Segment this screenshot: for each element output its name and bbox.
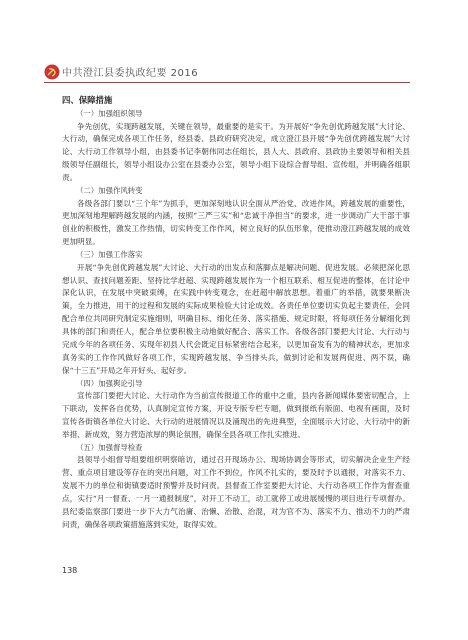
section-main-heading: 四、保障措施 (62, 95, 113, 105)
subsection-body-3: 开展“争先创优跨越发展”大讨论、大行动的出发点和落脚点是解决问题、促进发展。必须把深化思想认识、查找问题差距、坚持比学赶超、实现跨越发展作为一个相互联系、相互促进的整体，在讨论中深化认识，在发展中突破束缚，在实践中转变观念，在赶超中解放思想。着重广的举措，就要果断决策，全力推进，用干的过程和发展的实际成果检验大讨论成效。各责任单位要切实负起主要责任，会同配合单位共同研究制定实施细则，明确目标、细化任务、落实措施、规定时限，将每项任务分解细化到具体的部门和责任人，配合单位要积极主动地做好配合、落实工作。各级各部门要把大讨论、大行动与完成今年的各项任务、实现年初县人代会既定目标紧密结合起来，以更加奋发有为的精神状态，更加求真务实的工作作风做好各项工作，实现跨越发展、争当排头兵，做到讨论和发展两促进、两不误，确保“十三五”开局之年开好头、起好步。 (62, 262, 410, 375)
page-body (62, 94, 410, 532)
subsection-heading-4: （四）加强舆论引导 (76, 378, 143, 388)
page-number: 138 (62, 566, 78, 575)
party-emblem-icon (44, 64, 60, 80)
subsection-body-2: 各级各部门要以“三个年”为抓手，更加深刻地认识全面从严治党、改进作风，跨越发展的重要性，更加深刻地理解跨越发展的内涵，按照“三严三实”和“忠诚干净担当”的要求，进一步调动广大干部干事创业的积极性，激发工作热情，切实转变工作作风，树立良好的队伍形象，使推动澄江跨越发展的成效更加明显。 (62, 198, 410, 247)
subsection-heading-1: （一）加强组织领导 (76, 109, 143, 118)
header-divider (44, 82, 410, 83)
subsection-body-4: 宣传部门要把大讨论、大行动作为当前宣传报道工作的重中之重，县内各新闻媒体要密切配合，上下联动，发挥各自优势，认真制定宣传方案，开设专版专栏专题，做到报纸有版面、电视有画面，及时宣传各街镇各单位大讨论、大行动的进展情况以及涌现出的先进典型，全面展示大讨论、大行动中的新举措、新成效，努力营造浓厚的舆论氛围，确保全县各项工作扎实推进。 (62, 391, 410, 440)
subsection-heading-5: （五）加强督导检查 (76, 442, 143, 452)
subsection-body-5: 县领导小组督导组要组织明察暗访，通过召开现场办公、现场协调会等形式，切实解决企业生产经营、重点项目建设等存在的突出问题，对工作不到位，作风不扎实的，要及时予以通报，对落实不力、发展不力的单位和街镇要适时预警并及时问责。县督查工作室要把大讨论、大行动各项工作作为督查重点，实行“月一督查、一月一通报制度”，对开工不动工，动工就停工或进展缓慢的项目进行专项督办。县纪委监察部门要进一步下大力气治庸、治懒、治散、治混，对为官不为、落实不力、推动不力的严肃问责，确保各项政策措施落到实处，取得实效。 (62, 455, 410, 529)
running-header (0, 62, 468, 84)
header-title: 中共澄江县委执政纪要 2016 (62, 68, 199, 79)
subsection-heading-3: （三）加强工作落实 (76, 250, 143, 260)
subsection-heading-2: （二）加强作风转变 (76, 186, 143, 196)
subsection-body-1: 争先创优，实现跨越发展，关键在领导，最重要的是实干。为开展好“争先创优跨越发展”大讨论、大行动，确保完成各项工作任务，经县委、县政府研究决定，成立澄江县开展“争先创优跨越发展”大讨论、大行动工作领导小组，由县委书记李朝伟同志任组长，县人大、县政府、县政协主要领导和相关县级领导任副组长，领导小组设办公室在县委办公室，领导小组下设综合督导组、宣传组，并明确各组职责。 (62, 121, 410, 183)
